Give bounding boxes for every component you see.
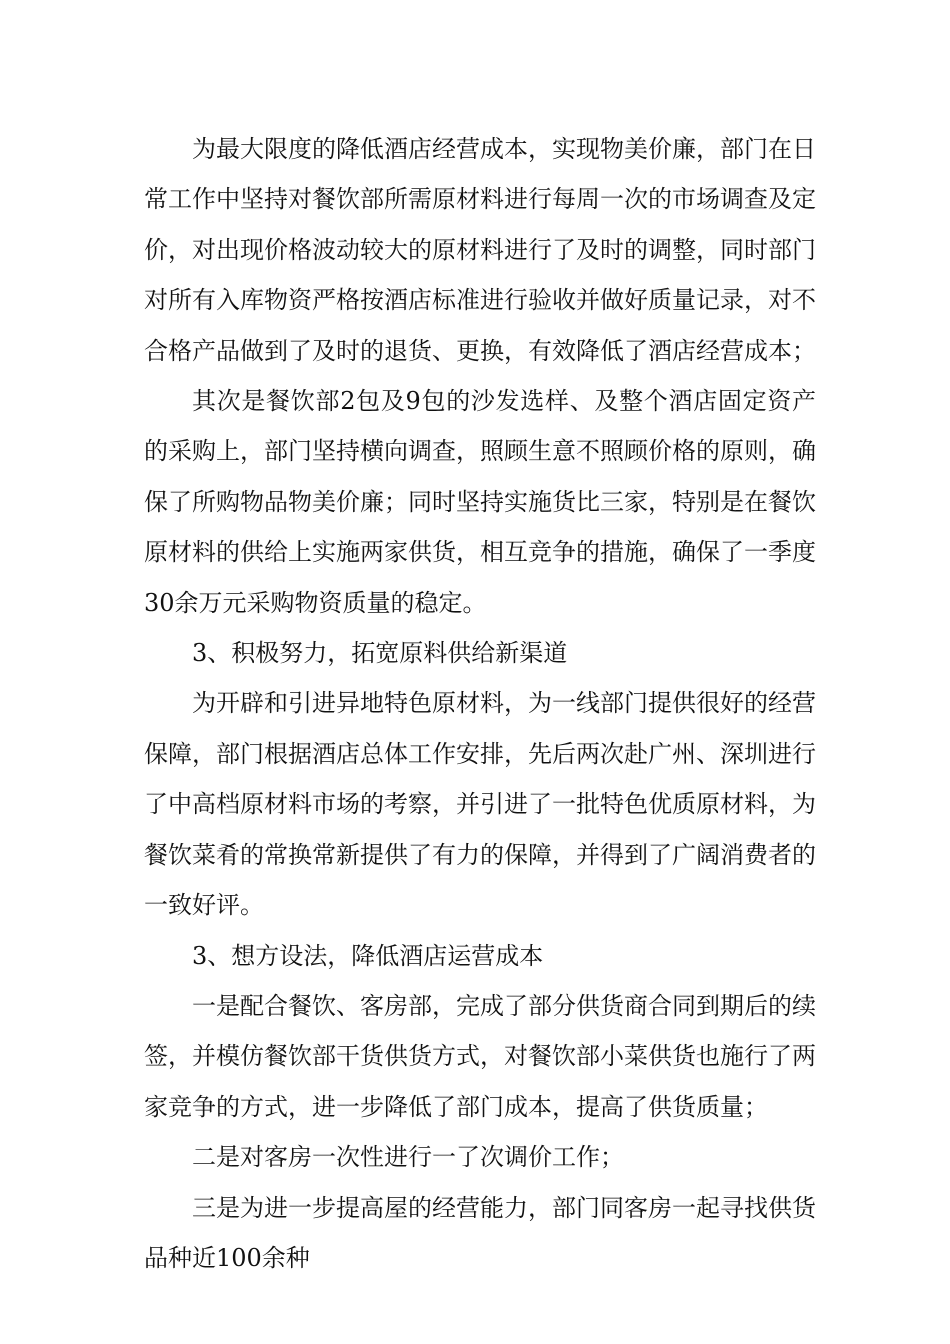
section-heading-new-channels: 3、积极努力，拓宽原料供给新渠道 — [192, 639, 568, 668]
paragraph-point-two: 二是对客房一次性进行一了次调价工作； — [192, 1143, 624, 1172]
paragraph-new-channels: 为开辟和引进异地特色原材料，为一线部门提供很好的经营保障，部门根据酒店总体工作安排，先后两次赴广州、深圳进行了中高档原材料市场的考察，并引进了一批特色优质原材料，为餐饮菜肴的常换常新提供了有力的保障，并得到了广阔消费者的一致好评。 — [144, 689, 816, 920]
paragraph-cost-reduction: 为最大限度的降低酒店经营成本，实现物美价廉，部门在日常工作中坚持对餐饮部所需原材料进行每周一次的市场调查及定价，对出现价格波动较大的原材料进行了及时的调整，同时部门对所有入库物资严格按酒店标准进行验收并做好质量记录，对不合格产品做到了及时的退货、更换，有效降低了酒店经营成本； — [144, 135, 816, 365]
document-body — [144, 124, 816, 1283]
paragraph-purchasing: 其次是餐饮部2包及9包的沙发选样、及整个酒店固定资产的采购上，部门坚持横向调查，照顾生意不照顾价格的原则，确保了所购物品物美价廉；同时坚持实施货比三家，特别是在餐饮原材料的供给上实施两家供货，相互竞争的措施，确保了一季度30余万元采购物资质量的稳定。 — [144, 387, 816, 617]
paragraph-point-three: 三是为进一步提高屋的经营能力，部门同客房一起寻找供货品种近100余种 — [144, 1193, 816, 1272]
section-heading-operating-cost: 3、想方设法，降低酒店运营成本 — [192, 941, 544, 970]
paragraph-point-one: 一是配合餐饮、客房部，完成了部分供货商合同到期后的续签，并模仿餐饮部干货供货方式，对餐饮部小菜供货也施行了两家竞争的方式，进一步降低了部门成本，提高了供货质量； — [144, 991, 816, 1121]
